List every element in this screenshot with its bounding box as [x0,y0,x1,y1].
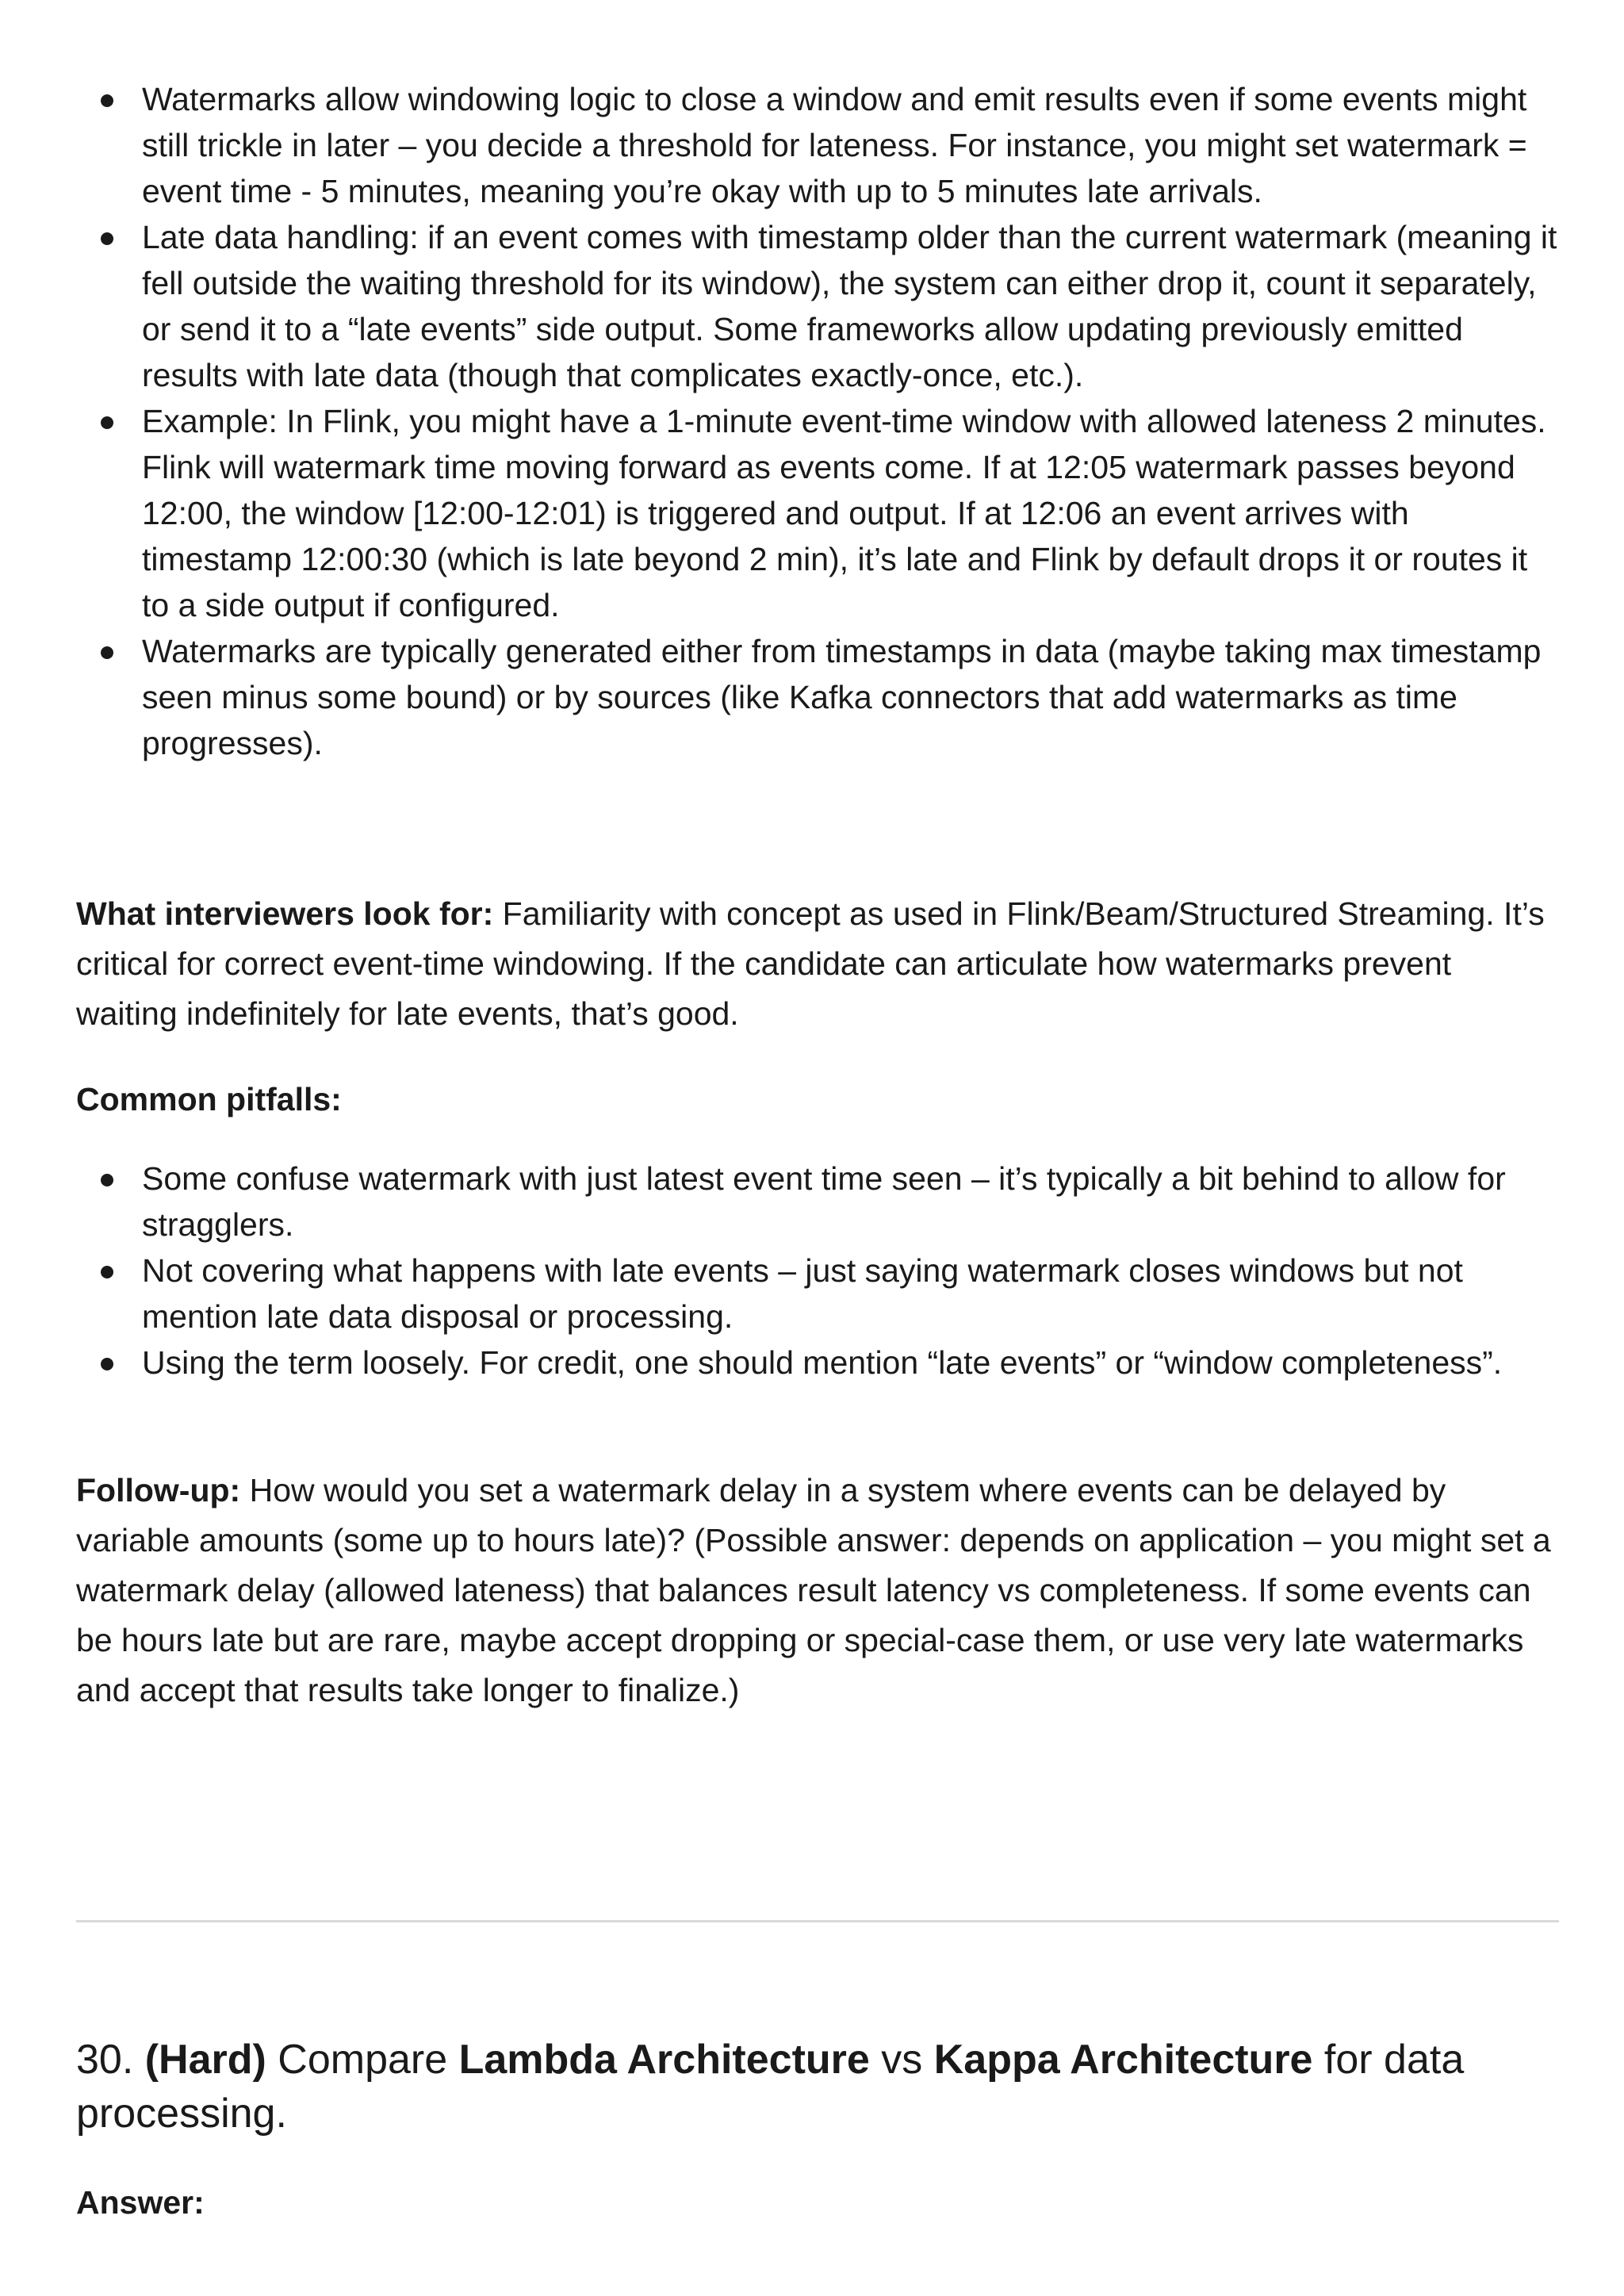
question-text-part: vs [869,2037,934,2083]
section-divider [76,1920,1559,1922]
follow-up-label: Follow-up: [76,1472,241,1508]
list-item-text: Watermarks are typically generated either from timestamps in data (maybe taking max timestamp seen minus some bound) or by sources (like Kafka connectors that add watermarks as time progresses). [142,633,1542,761]
list-item-text: Example: In Flink, you might have a 1-minute event-time window with allowed lateness 2 minutes. Flink will watermark time moving forward as events come. If at 12:05 watermark passes beyond 12:00, the window [12:00-12:01) is triggered and output. If at 12:06 an event arrives with timestamp 12:00:30 (which is late beyond 2 min), it’s late and Flink by default drops it or routes it to a side output if configured. [142,403,1546,623]
what-interviewers-paragraph [76,889,1559,1039]
bullet-dot [101,416,113,429]
list-item-text: Not covering what happens with late events – just saying watermark closes windows but not mention late data disposal or processing. [142,1252,1463,1335]
bullet-dot [101,1358,113,1370]
question-number: 30. [76,2037,145,2083]
question-difficulty: (Hard) [144,2037,266,2083]
what-interviewers-text: Familiarity with concept as used in Flink/Beam/Structured Streaming. It’s critical for correct event-time windowing. If the candidate can articulate how watermarks prevent waiting indefinitely for late events, that’s good. [76,895,1545,1032]
list-item [76,1248,1559,1340]
follow-up-paragraph [76,1466,1559,1715]
list-item-text: Late data handling: if an event comes with timestamp older than the current watermark (meaning it fell outside the waiting threshold for its window), the system can either drop it, count it separately, or send it to a “late events” side output. Some frameworks allow updating previously emitted results with late data (though that complicates exactly-once, etc.). [142,219,1557,393]
bullet-dot [101,94,113,107]
bullet-dot [101,1266,113,1278]
list-item [76,398,1559,628]
question-text-part: Compare [266,2037,459,2083]
question-heading [76,2033,1559,2141]
answer-label: Answer: [76,2184,205,2221]
question-term-lambda: Lambda Architecture [458,2037,870,2083]
list-item-text: Using the term loosely. For credit, one should mention “late events” or “window completeness”. [142,1344,1503,1381]
list-item-text: Watermarks allow windowing logic to close a window and emit results even if some events might still trickle in later – you decide a threshold for lateness. For instance, you might set watermark = event time - 5 minutes, meaning you’re okay with up to 5 minutes late arrivals. [142,81,1527,209]
watermark-bullet-list [76,76,1559,766]
follow-up-text: How would you set a watermark delay in a system where events can be delayed by variable amounts (some up to hours late)? (Possible answer: depends on application – you might set a watermark delay (allowed lateness) that balances result latency vs completeness. If some events can be hours late but are rare, maybe accept dropping or special-case them, or use very late watermarks and accept that results take longer to finalize.) [76,1472,1551,1708]
bullet-dot [101,232,113,245]
bullet-dot [101,1174,113,1186]
list-item [76,76,1559,214]
bullet-dot [101,646,113,659]
question-term-kappa: Kappa Architecture [933,2037,1313,2083]
pitfalls-bullet-list [76,1156,1559,1386]
list-item [76,1340,1559,1386]
question-text-part: for data processing. [76,2037,1465,2137]
list-item-text: Some confuse watermark with just latest event time seen – it’s typically a bit behind to allow for stragglers. [142,1160,1506,1243]
list-item [76,628,1559,766]
list-item [76,1156,1559,1248]
pitfalls-heading: Common pitfalls: [76,1081,342,1117]
what-interviewers-label: What interviewers look for: [76,895,494,932]
list-item [76,214,1559,398]
